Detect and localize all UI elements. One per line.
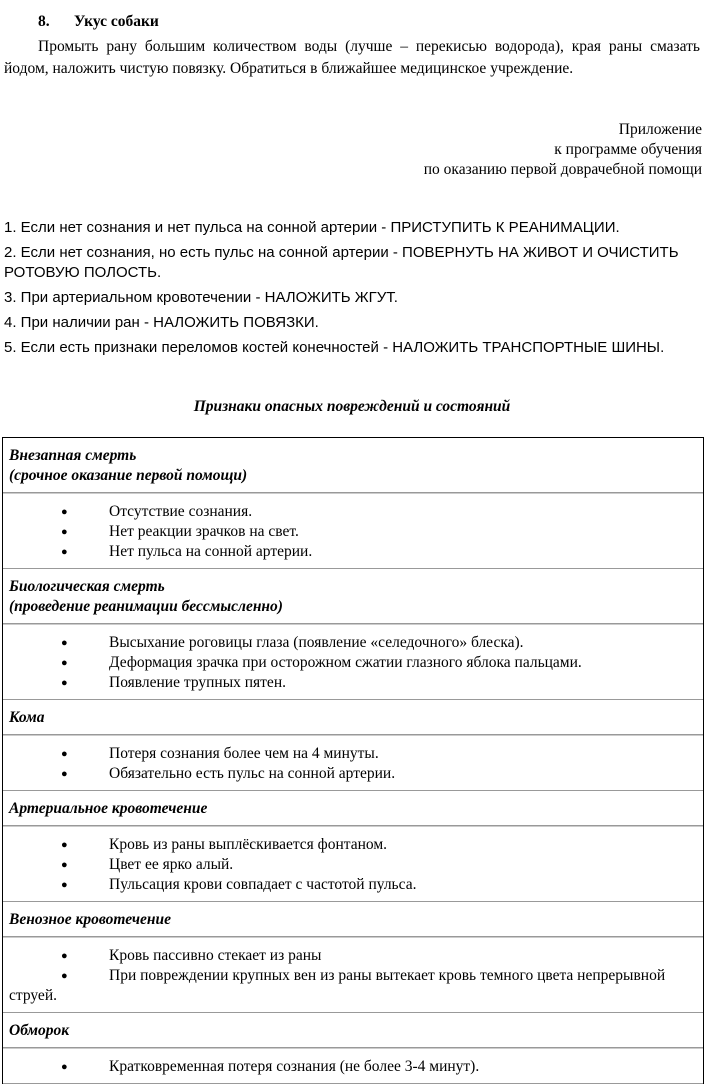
appendix-note <box>424 120 702 180</box>
list-item <box>9 1057 697 1077</box>
bullet-icon: ● <box>61 950 68 962</box>
signs-title: Признаки опасных повреждений и состояний <box>193 398 511 415</box>
sign-section-subtitle: (срочное оказание первой помощи) <box>9 467 248 484</box>
list-item-text: Обязательно есть пульс на сонной артерии. <box>109 765 396 782</box>
list-item <box>9 522 697 542</box>
step-5: 5. Если есть признаки переломов костей конечностей - НАЛОЖИТЬ ТРАНСПОРТНЫЕ ШИНЫ. <box>4 339 665 356</box>
bullet-icon: ● <box>61 839 68 851</box>
sign-section-subtitle: (проведение реанимации бессмысленно) <box>9 598 283 615</box>
sign-section-header <box>3 700 703 735</box>
step-1: 1. Если нет сознания и нет пульса на сонной артерии - ПРИСТУПИТЬ К РЕАНИМАЦИИ. <box>4 219 620 236</box>
signs-table <box>2 437 704 1084</box>
list-item <box>9 653 697 673</box>
list-item <box>9 502 697 522</box>
list-item-text: Кровь пассивно стекает из раны <box>109 947 322 964</box>
list-item <box>9 542 697 562</box>
sign-section-body <box>3 735 703 791</box>
list-item-text: Кратковременная потеря сознания (не более 3-4 минут). <box>109 1058 480 1075</box>
sign-section-header <box>3 569 703 624</box>
sign-section-body <box>3 1048 703 1084</box>
list-item-text: Деформация зрачка при осторожном сжатии глазного яблока пальцами. <box>109 654 582 671</box>
sign-section-title: Внезапная смерть <box>9 447 137 464</box>
bullet-icon: ● <box>61 1061 68 1073</box>
bullet-icon: ● <box>61 879 68 891</box>
sign-section-body <box>3 493 703 569</box>
bullet-icon: ● <box>61 748 68 760</box>
bullet-icon: ● <box>61 859 68 871</box>
sign-section-body <box>3 826 703 902</box>
list-item <box>9 835 697 855</box>
list-item-text: Нет реакции зрачков на свет. <box>109 523 299 540</box>
list-item-text: Пульсация крови совпадает с частотой пульса. <box>109 876 417 893</box>
step-4: 4. При наличии ран - НАЛОЖИТЬ ПОВЯЗКИ. <box>4 314 319 331</box>
list-item <box>9 633 697 653</box>
list-item <box>9 966 697 1006</box>
sign-section-header <box>3 902 703 937</box>
sign-section-title: Биологическая смерть <box>9 578 165 595</box>
list-item <box>9 875 697 895</box>
first-aid-steps <box>4 218 684 363</box>
bullet-icon: ● <box>61 970 68 982</box>
list-item-text: Кровь из раны выплёскивается фонтаном. <box>109 836 388 853</box>
list-item-text: Потеря сознания более чем на 4 минуты. <box>109 745 379 762</box>
bullet-icon: ● <box>61 526 68 538</box>
sign-section-header <box>3 1013 703 1048</box>
sign-section-header <box>3 438 703 493</box>
list-item-text: При повреждении крупных вен из раны вытекает кровь темного цвета непрерывной струей. <box>9 967 666 1004</box>
list-item-text: Нет пульса на сонной артерии. <box>109 543 313 560</box>
sign-section-title: Обморок <box>9 1022 70 1039</box>
bullet-icon: ● <box>61 768 68 780</box>
list-item-text: Высыхание роговицы глаза (появление «селедочного» блеска). <box>109 634 524 651</box>
section-8-heading <box>38 13 159 31</box>
bullet-icon: ● <box>61 657 68 669</box>
step-3: 3. При артериальном кровотечении - НАЛОЖИТЬ ЖГУТ. <box>4 289 398 306</box>
sign-section-body <box>3 624 703 700</box>
sign-section-body <box>3 937 703 1013</box>
section-8-text: Промыть рану большим количеством воды (лучше – перекисью водорода), края раны смазать йодом, наложить чистую повязку. Обратиться в ближайшее медицинское учреждение. <box>4 38 700 77</box>
bullet-icon: ● <box>61 677 68 689</box>
list-item <box>9 744 697 764</box>
list-item-text: Появление трупных пятен. <box>109 674 286 691</box>
bullet-icon: ● <box>61 506 68 518</box>
list-item <box>9 764 697 784</box>
sign-section-title: Венозное кровотечение <box>9 911 172 928</box>
bullet-icon: ● <box>61 637 68 649</box>
sign-section-title: Артериальное кровотечение <box>9 800 208 817</box>
sign-section-header <box>3 791 703 826</box>
list-item-text: Цвет ее ярко алый. <box>109 856 234 873</box>
list-item <box>9 673 697 693</box>
appendix-line-1: Приложение <box>618 121 702 138</box>
list-item-text: Отсутствие сознания. <box>109 503 253 520</box>
appendix-line-2: к программе обучения <box>554 141 702 158</box>
list-item <box>9 946 697 966</box>
step-2: 2. Если нет сознания, но есть пульс на сонной артерии - ПОВЕРНУТЬ НА ЖИВОТ И ОЧИСТИТЬ РОТОВУЮ ПОЛОСТЬ. <box>4 244 679 281</box>
bullet-icon: ● <box>61 546 68 558</box>
section-8-number: 8. <box>38 13 50 30</box>
sign-section-title: Кома <box>9 709 45 726</box>
section-8-title: Укус собаки <box>74 13 159 30</box>
list-item <box>9 855 697 875</box>
appendix-line-3: по оказанию первой доврачебной помощи <box>423 161 702 178</box>
